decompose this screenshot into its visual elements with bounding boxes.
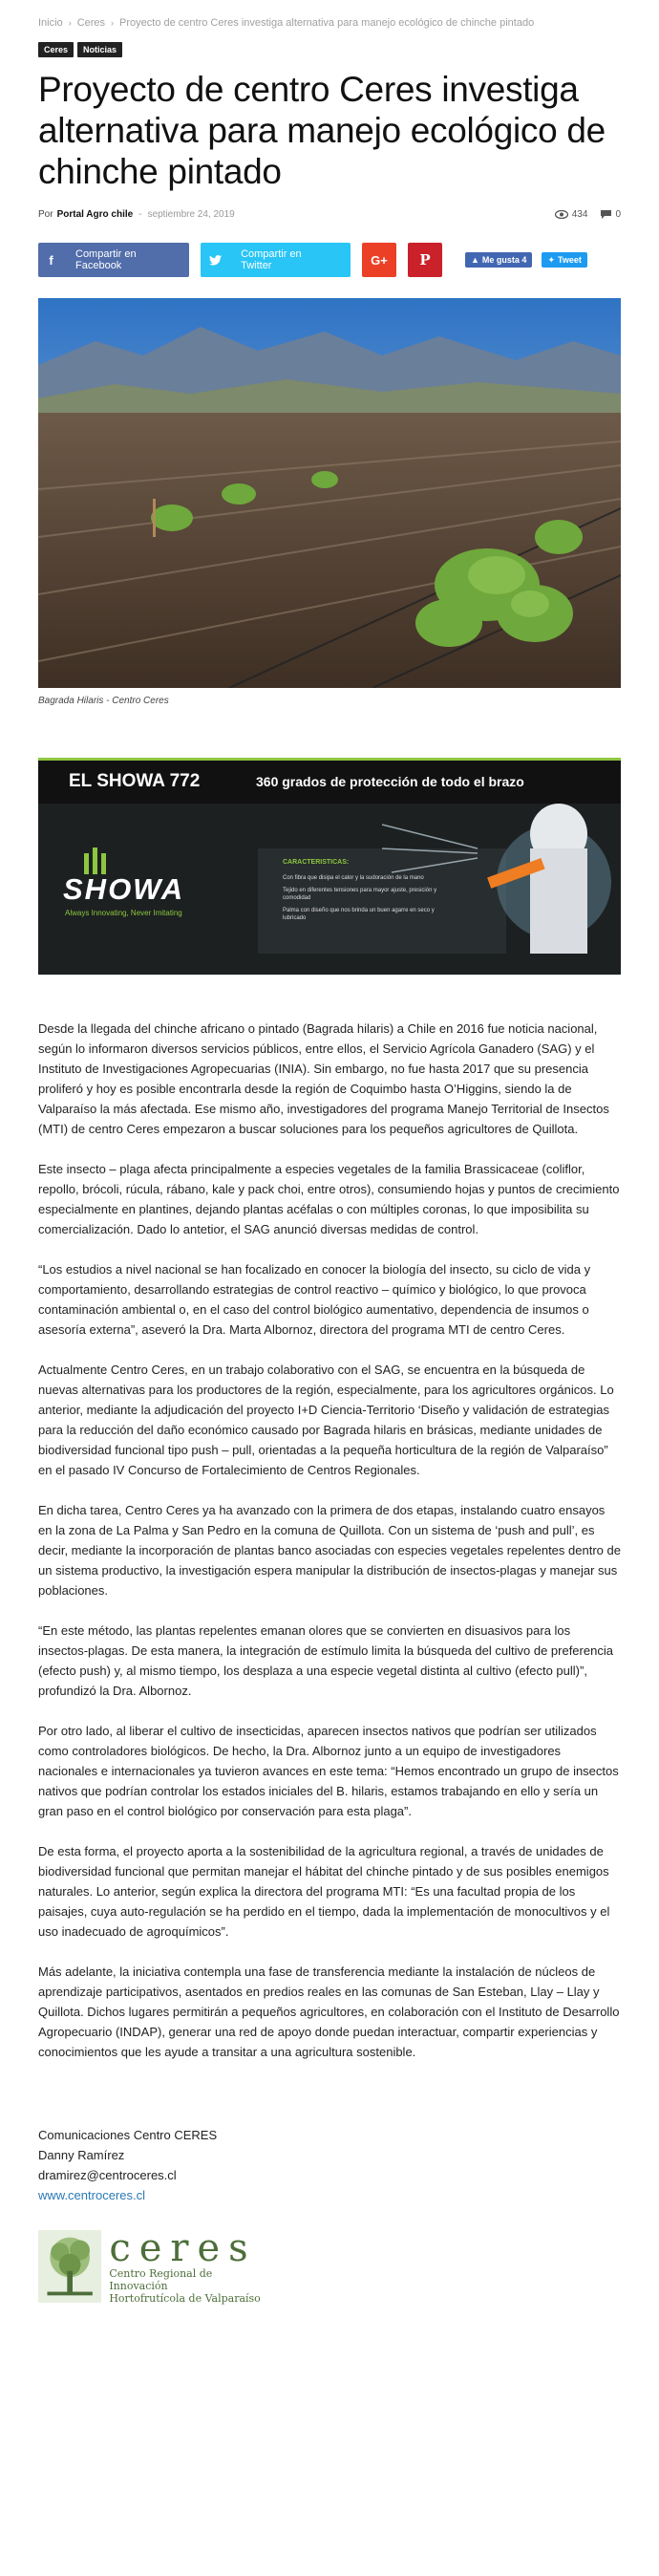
category-noticias[interactable]: Noticias: [77, 42, 122, 57]
comments-count[interactable]: [601, 209, 621, 220]
article-paragraph: Más adelante, la iniciativa contempla una fase de transferencia mediante la instalación de núcleos de aprendizaje participativos, asentados en predios reales en las comunas de San Esteban, Llay – Llay y Quillota. Dichos lugares permitirán a pequeños agricultores, en colaboración con el Instituto de Desarrollo Agropecuario (INDAP), generar una red de apoyo donde puedan interactuar, compartir experiencias y conocimientos que les ayude a transitar a una agricultura sostenible.: [38, 1964, 620, 2059]
article-paragraph: En dicha tarea, Centro Ceres ya ha avanzado con la primera de dos etapas, instalando cuatro ensayos en la zona de La Palma y San Pedro en la comuna de Quillota. Con un sistema de ‘push and pull’, es decir, mediante la incorporación de plantas banco asociadas con especies vegetales repelentes dentro de un sistema productivo, la investigación espera manipular la distribución de insectos-plagas y manejar sus poblaciones.: [38, 1503, 621, 1598]
facebook-like-label: Me gusta 4: [481, 255, 527, 265]
tweet-label: Tweet: [557, 255, 582, 265]
article-paragraph: Este insecto – plaga afecta principalmente a especies vegetales de la familia Brassicaceae (coliflor, repollo, brócoli, rúcula, rábano, kale y pack choi, entre otros), consumiendo hojas y puntos de crecimiento especialmente en plantines, dejando plantas acéfalas o con múltiples coronas, lo que imposibilita su comercialización. Dado lo antetior, el SAG anunció diversas medidas de control.: [38, 1162, 620, 1236]
meta-separator: -: [138, 209, 142, 220]
share-pinterest-button[interactable]: [408, 243, 442, 277]
thumb-up-icon: ▲: [471, 255, 479, 265]
breadcrumb-separator-icon: ›: [68, 18, 72, 28]
article-meta: [38, 209, 621, 220]
twitter-icon: [201, 255, 229, 266]
views-value: 434: [571, 209, 588, 220]
contact-block: [38, 2125, 621, 2205]
views-count: [555, 209, 588, 220]
category-ceres[interactable]: Ceres: [38, 42, 74, 57]
article-body: [38, 1019, 621, 2062]
tree-logo-icon: [38, 2228, 101, 2305]
category-tags: [38, 42, 621, 57]
article-paragraph: Desde la llegada del chinche africano o pintado (Bagrada hilaris) a Chile en 2016 fue noticia nacional, según lo informaron diversos servicios públicos, entre ellos, el Servicio Agrícola Ganadero (SAG) y el Instituto de Investigaciones Agropecuarias (INIA). Sin embargo, no fue hasta 2017 que su presencia proliferó y hoy es posible encontrarla desde la región de Coquimbo hasta O’Higgins, siendo la de Valparaíso la más afectada. Ese mismo año, investigadores del programa Manejo Territorial de Insectos (MTI) de centro Ceres empezaron a buscar soluciones para los pequeños agricultores de Quillota.: [38, 1021, 609, 1136]
facebook-like-button[interactable]: [465, 252, 532, 268]
eye-icon: [555, 210, 568, 219]
share-facebook-label: Compartir en Facebook: [75, 248, 137, 271]
byline-prefix: Por: [38, 209, 53, 220]
logo-line-2: Hortofrutícola de Valparaíso: [109, 2291, 261, 2305]
facebook-icon: f: [49, 252, 53, 268]
article-title: Proyecto de centro Ceres investiga alternativa para manejo ecológico de chinche pintado: [38, 70, 606, 191]
ad-brand-logo: SHOWA: [63, 872, 185, 906]
pinterest-icon: P: [419, 251, 431, 268]
logo-line-1: Centro Regional de Innovación: [109, 2266, 213, 2292]
article-paragraph: “En este método, las plantas repelentes emanan olores que se convierten en disuasivos para los insectos-plagas. De esta manera, la integración de estímulo limita la búsqueda del cultivo de preferencia (efecto push) y, al mismo tiempo, los desplaza a una especie vegetal distinta al cultivo (efecto pull)”, profundizó la Dra. Albornoz.: [38, 1623, 613, 1698]
twitter-bird-icon: ✦: [547, 254, 555, 265]
author-link[interactable]: Portal Agro chile: [56, 209, 134, 220]
breadcrumb-separator-icon: ›: [111, 18, 115, 28]
contact-website-link[interactable]: www.centroceres.cl: [38, 2188, 145, 2202]
googleplus-icon: G+: [371, 252, 388, 268]
ad-feature: Palma con diseño que nos brinda un buen agarre en seco y lubricado: [283, 908, 435, 921]
tweet-button[interactable]: [542, 252, 586, 268]
breadcrumb-current: Proyecto de centro Ceres investiga alternativa para manejo ecológico de chinche pintado: [119, 17, 535, 29]
ceres-logo: [38, 2222, 266, 2310]
publish-date: septiembre 24, 2019: [147, 209, 235, 220]
showa-ad-banner[interactable]: [38, 758, 621, 975]
ad-slogan: Always Innovating, Never Imitating: [65, 909, 182, 917]
comments-value: 0: [615, 209, 621, 220]
share-twitter-button[interactable]: [201, 243, 351, 277]
featured-image[interactable]: [38, 298, 621, 688]
ad-headline: EL SHOWA 772: [69, 771, 201, 791]
article-paragraph: “Los estudios a nivel nacional se han focalizado en conocer la biología del insecto, su ciclo de vida y comportamiento, desarrollando estrategias de control reactivo – químico y biológico, lo que provoca contaminación ambiental o, en el caso del control biológico aumentativo, dependencia de insumos o asesoría externa”, aseveró la Dra. Marta Albornoz, directora del programa MTI de centro Ceres.: [38, 1262, 591, 1337]
comment-icon: [601, 210, 611, 219]
ad-features-title: CARACTERISTICAS:: [283, 859, 350, 866]
share-googleplus-button[interactable]: [362, 243, 396, 277]
image-caption: Bagrada Hilaris - Centro Ceres: [38, 696, 169, 706]
share-twitter-label: Compartir en Twitter: [241, 248, 302, 271]
breadcrumb-home[interactable]: Inicio: [38, 17, 63, 29]
ad-features-list: [283, 874, 455, 922]
share-bar: [38, 243, 621, 277]
logo-wordmark: ceres: [109, 2225, 257, 2270]
share-facebook-button[interactable]: [38, 243, 189, 277]
contact-name: Danny Ramírez: [38, 2148, 125, 2162]
contact-email: dramirez@centroceres.cl: [38, 2168, 177, 2182]
article-paragraph: Por otro lado, al liberar el cultivo de insecticidas, aparecen insectos nativos que podrían ser utilizados como controladores biológicos. De hecho, la Dra. Albornoz junto a un equipo de investigadores nacionales e internacionales ya tuvieron avances en este tema: “Hemos encontrado un grupo de insectos nativos que podrían controlar los estados iniciales del B. hilaris, estamos trabajando en ello y sería un gran paso en el control biológico por conservación para esta plaga”.: [38, 1724, 619, 1818]
contact-org: Comunicaciones Centro CERES: [38, 2128, 218, 2142]
article-paragraph: De esta forma, el proyecto aporta a la sostenibilidad de la agricultura regional, a través de unidades de biodiversidad funcional que permitan manejar el hábitat del chinche pintado y de sus posibles enemigos naturales. Lo anterior, según explica la directora del programa MTI: “Es una facultad propia de los paisajes, cuya auto-regulación se ha perdido en el tiempo, dada la implementación de monocultivos y el uso inadecuado de agroquímicos”.: [38, 1844, 610, 1939]
breadcrumb-ceres[interactable]: Ceres: [76, 17, 106, 29]
article-paragraph: Actualmente Centro Ceres, en un trabajo colaborativo con el SAG, se encuentra en la búsqueda de nuevas alternativas para los productores de la región, especialmente, para los agricultores orgánicos. Lo anterior, mediante la adjudicación del proyecto I+D Ciencia-Territorio ‘Diseño y validación de estrategias para la reducción del daño económico causado por Bagrada hilaris en brásicas, mediante unidades de biodiversidad funcional tipo push – pull, orientadas a la pequeña horticultura de la región de Valparaíso” en el pasado IV Concurso de Fortalecimiento de Centros Regionales.: [38, 1363, 614, 1477]
ad-feature: Con fibra que disipa el calor y la sudoración de la mano: [283, 875, 424, 881]
social-counters: [465, 252, 587, 268]
ad-feature: Tejido en diferentes tensiones para mayor ajuste, presición y comodidad: [283, 888, 437, 901]
ad-tagline: 360 grados de protección de todo el brazo: [256, 774, 524, 789]
breadcrumb: [38, 0, 621, 29]
